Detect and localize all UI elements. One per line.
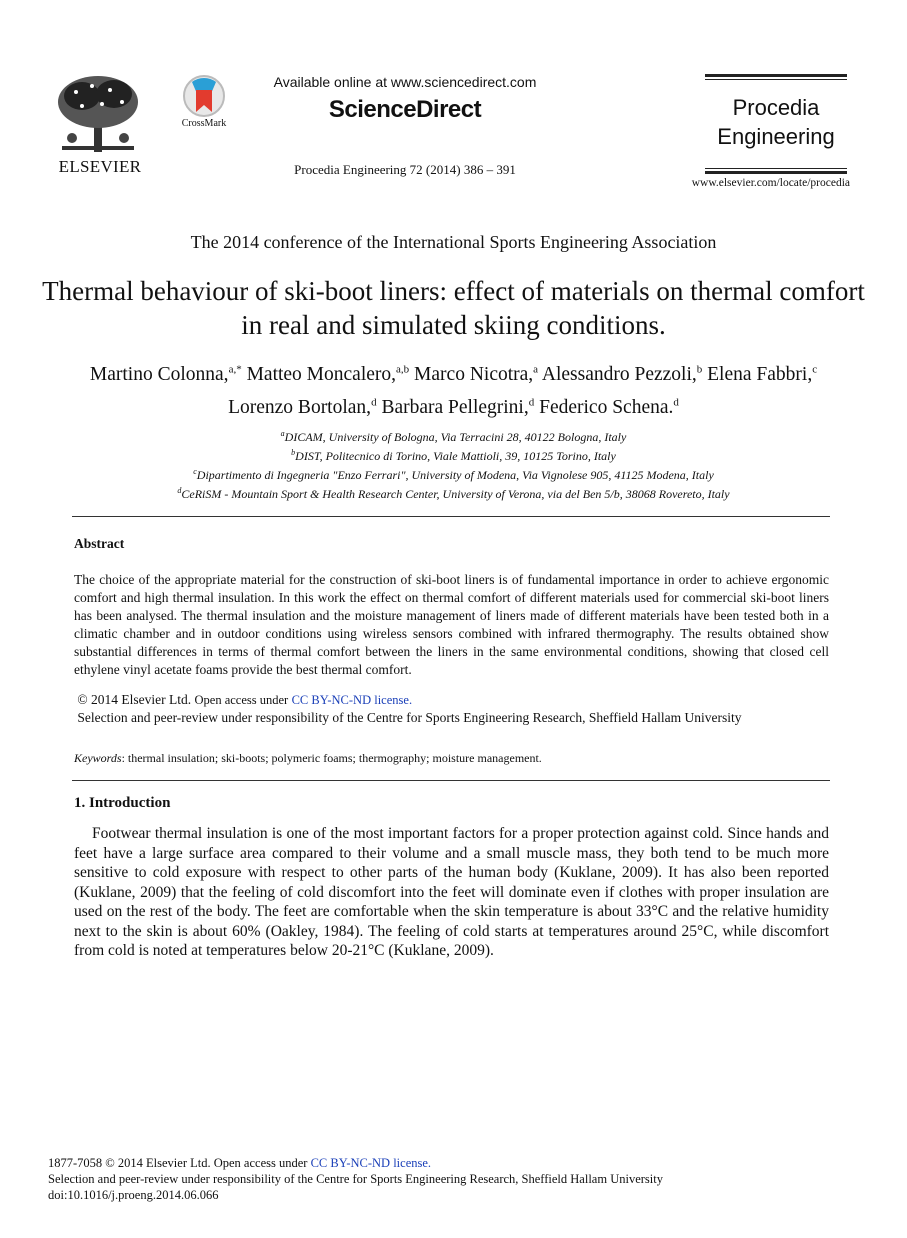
author: Alessandro Pezzoli,$^b$ xyxy=(541,363,703,385)
affiliation: $^c$Dipartimento di Ingegneria "Enzo Ferrari", University of Modena, Via Vignolese 905, 41125 Modena, Italy xyxy=(193,467,714,482)
keywords-label: Keywords xyxy=(74,751,122,765)
abstract-text: The choice of the appropriate material for the construction of ski-boot liners is of fundamental importance in order to achieve ergonomic comfort and high thermal insulation. In this work the effect on thermal comfort of different materials used for commercial ski-boot liners has been analysed. The thermal insulation and the moisture management of liners made of different materials have been tested both in a climatic chamber and in outdoor conditions using wireless sensors combined with infrared thermography. The results obtained show substantial differences in terms of thermal comfort between the liners in the same environmental conditions, showing that closed cell ethylene vinyl acetate foams provide the best thermal comfort. xyxy=(74,572,829,677)
journal-title-line2: Engineering xyxy=(717,124,835,149)
license-block xyxy=(74,691,829,727)
affiliation: $^d$CeRiSM - Mountain Sport & Health Research Center, University of Verona, via del Ben 5/b, 38068 Rovereto, Italy xyxy=(177,486,730,501)
introduction-text: Footwear thermal insulation is one of the most important factors for a proper protection against cold. Since hands and feet have a large surface area compared to their volume and a small muscle mass, they both tend to be much more sensitive to cold exposure with respect to other parts of the human body (Kuklane, 2009). It has also been reported (Kuklane, 2009) that the feeling of cold discomfort into the feet will dominate even if clothes with proper insulation are used on the rest of the body. The feet are comfortable when the skin temperature is about 33°C and the relative humidity next to the skin is about 60% (Oakley, 1984). The feeling of cold starts at temperatures around 25°C, while discomfort from cold is noted at temperatures below 20-21°C (Kuklane, 2009). xyxy=(74,825,829,959)
journal-reference: Procedia Engineering 72 (2014) 386 – 391 xyxy=(294,162,516,177)
crossmark-label: CrossMark xyxy=(181,118,227,129)
conference-name: The 2014 conference of the International Sports Engineering Association xyxy=(190,232,717,252)
page-footer xyxy=(48,1155,748,1203)
keywords xyxy=(74,751,829,766)
journal-rule-bottom xyxy=(705,171,847,174)
publisher-name: ELSEVIER xyxy=(58,157,142,176)
journal-title xyxy=(705,93,847,151)
journal-rule-top-thin xyxy=(705,79,847,80)
footer-license-link[interactable]: CC BY-NC-ND license. xyxy=(310,1156,432,1170)
journal-url-link[interactable]: www.elsevier.com/locate/procedia xyxy=(691,177,850,189)
divider xyxy=(72,516,830,517)
affiliation: $^b$DIST, Politecnico di Torino, Viale Mattioli, 39, 10125 Torino, Italy xyxy=(291,448,616,463)
affiliation-list xyxy=(60,426,847,502)
footer-issn-copyright: 1877-7058 © 2014 Elsevier Ltd. Open access under xyxy=(48,1156,308,1170)
keywords-list: : thermal insulation; ski-boots; polymeric foams; thermography; moisture management. xyxy=(121,751,542,765)
introduction-heading: 1. Introduction xyxy=(74,795,171,811)
author: Martino Colonna,$^{a,*}$ xyxy=(89,363,242,385)
author: Lorenzo Bortolan,$^d$ xyxy=(228,396,377,418)
author: Marco Nicotra,$^a$ xyxy=(414,363,539,385)
journal-rule-bottom-thin xyxy=(705,168,847,169)
footer-selection: Selection and peer-review under responsibility of the Centre for Sports Engineering Research, Sheffield Hallam University xyxy=(48,1172,663,1186)
sciencedirect-brand: ScienceDirect xyxy=(328,96,482,123)
paper-title: Thermal behaviour of ski-boot liners: effect of materials on thermal comfort in real and simulated skiing conditions. xyxy=(42,276,865,340)
journal-rule-top xyxy=(705,74,847,77)
affiliation: $^a$DICAM, University of Bologna, Via Terracini 28, 40122 Bologna, Italy xyxy=(280,429,627,444)
elsevier-tree-logo-icon xyxy=(52,72,144,156)
author: Barbara Pellegrini,$^d$ xyxy=(381,396,535,418)
author-list xyxy=(60,355,847,422)
license-link[interactable]: CC BY-NC-ND license. xyxy=(291,693,413,707)
divider xyxy=(72,780,830,781)
author: Federico Schena.$^d$ xyxy=(539,396,679,418)
selection-text: Selection and peer-review under responsibility of the Centre for Sports Engineering Research, Sheffield Hallam University xyxy=(77,710,742,725)
open-access-text: Open access under xyxy=(194,693,289,707)
available-online-text: Available online at www.sciencedirect.com xyxy=(273,74,537,90)
abstract-heading: Abstract xyxy=(74,536,125,551)
footer-doi[interactable]: doi:10.1016/j.proeng.2014.06.066 xyxy=(48,1188,219,1202)
copyright-text: © 2014 Elsevier Ltd. xyxy=(77,692,192,707)
author: Elena Fabbri,$^c$ xyxy=(707,363,818,385)
journal-title-line1: Procedia xyxy=(732,95,820,120)
author: Matteo Moncalero,$^{a,b}$ xyxy=(246,363,410,385)
